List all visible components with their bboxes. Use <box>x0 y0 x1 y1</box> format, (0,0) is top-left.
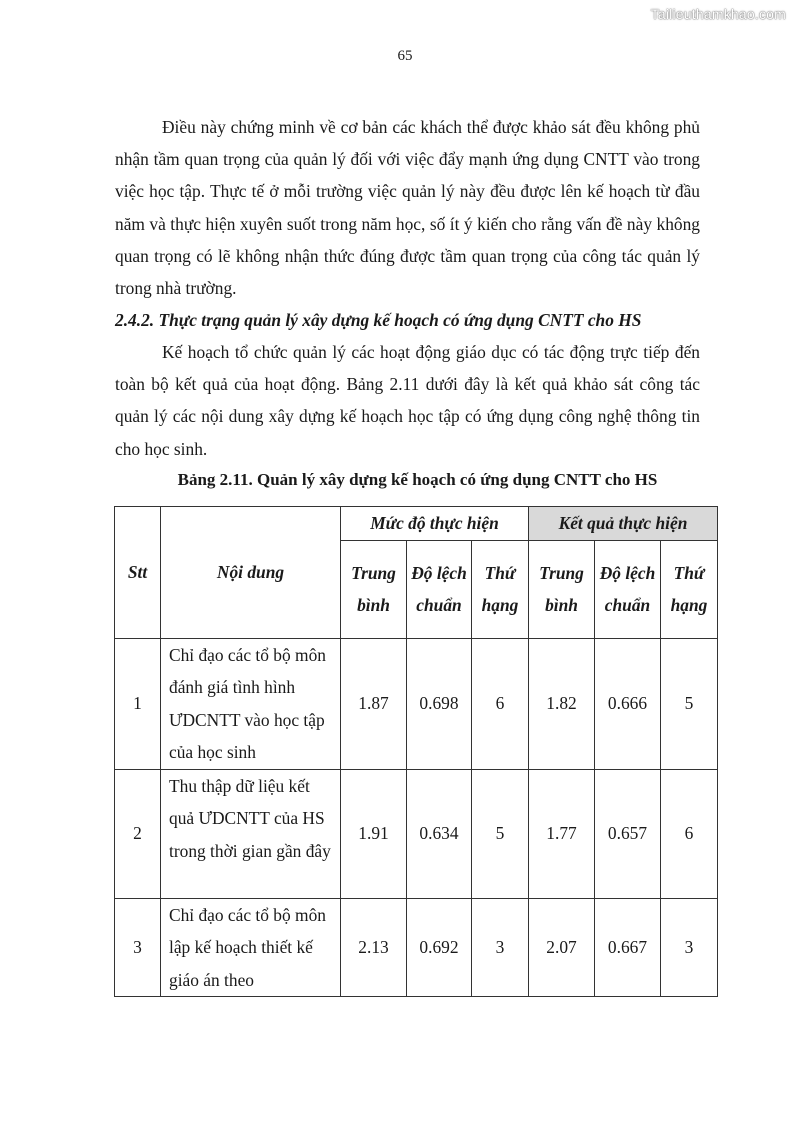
cell-sd-1: 0.698 <box>407 638 472 769</box>
cell-stt: 2 <box>115 769 161 898</box>
header-rank-2: Thứ hạng <box>661 540 718 638</box>
table-row <box>115 898 718 997</box>
cell-sd-2: 0.667 <box>595 898 661 997</box>
cell-mean-2: 1.82 <box>529 638 595 769</box>
header-sd-2: Độ lệch chuẩn <box>595 540 661 638</box>
header-mean-1: Trung bình <box>341 540 407 638</box>
header-rank-1: Thứ hạng <box>472 540 529 638</box>
cell-rank-1: 3 <box>472 898 529 997</box>
page-number: 65 <box>397 48 413 64</box>
paragraph-1-text: Điều này chứng minh về cơ bản các khách thể được khảo sát đều không phủ nhận tầm quan trọng của quản lý đối với việc đẩy mạnh ứng dụng CNTT vào trong việc học tập. Thực tế ở mỗi trường việc quản lý này đều được lên kế hoạch từ đầu năm và thực hiện xuyên suốt trong năm học, số ít ý kiến cho rằng vấn đề này không quan trọng có lẽ không nhận thức đúng được tầm quan trọng của công tác quản lý trong nhà trường. <box>115 117 700 299</box>
cell-sd-1: 0.692 <box>407 898 472 997</box>
cell-stt: 1 <box>115 638 161 769</box>
cell-rank-1: 5 <box>472 769 529 898</box>
cell-mean-1: 1.87 <box>341 638 407 769</box>
paragraph-2-text: Kế hoạch tổ chức quản lý các hoạt động giáo dục có tác động trực tiếp đến toàn bộ kết quả của hoạt động. Bảng 2.11 dưới đây là kết quả khảo sát công tác quản lý các nội dung xây dựng kế hoạch học tập có ứng dụng công nghệ thông tin cho học sinh. <box>115 342 700 459</box>
cell-sd-2: 0.657 <box>595 769 661 898</box>
header-sd-1: Độ lệch chuẩn <box>407 540 472 638</box>
cell-rank-2: 5 <box>661 638 718 769</box>
watermark-text: Tailieuthamkhao.com <box>650 6 786 22</box>
cell-mean-2: 2.07 <box>529 898 595 997</box>
table-caption: Bảng 2.11. Quản lý xây dựng kế hoạch có ứng dụng CNTT cho HS <box>177 470 658 489</box>
cell-content: Thu thập dữ liệu kết quả ƯDCNTT của HS trong thời gian gần đây <box>161 769 341 898</box>
cell-sd-1: 0.634 <box>407 769 472 898</box>
header-implementation-level: Mức độ thực hiện <box>341 507 529 541</box>
table-row <box>115 769 718 898</box>
paragraph-1 <box>115 111 700 304</box>
cell-mean-1: 1.91 <box>341 769 407 898</box>
cell-content: Chỉ đạo các tổ bộ môn lập kế hoạch thiết kế giáo án theo <box>161 898 341 997</box>
cell-mean-2: 1.77 <box>529 769 595 898</box>
paragraph-2 <box>115 336 700 465</box>
section-heading: 2.4.2. Thực trạng quản lý xây dựng kế hoạch có ứng dụng CNTT cho HS <box>115 310 642 330</box>
header-stt: Stt <box>115 507 161 639</box>
cell-sd-2: 0.666 <box>595 638 661 769</box>
header-content: Nội dung <box>161 507 341 639</box>
header-mean-2: Trung bình <box>529 540 595 638</box>
table-row <box>115 638 718 769</box>
table-header-row-1 <box>115 507 718 541</box>
cell-rank-2: 3 <box>661 898 718 997</box>
header-implementation-result: Kết quả thực hiện <box>529 507 718 541</box>
survey-table <box>114 506 718 997</box>
cell-content: Chỉ đạo các tổ bộ môn đánh giá tình hình ƯDCNTT vào học tập của học sinh <box>161 638 341 769</box>
cell-mean-1: 2.13 <box>341 898 407 997</box>
cell-rank-2: 6 <box>661 769 718 898</box>
cell-stt: 3 <box>115 898 161 997</box>
cell-rank-1: 6 <box>472 638 529 769</box>
